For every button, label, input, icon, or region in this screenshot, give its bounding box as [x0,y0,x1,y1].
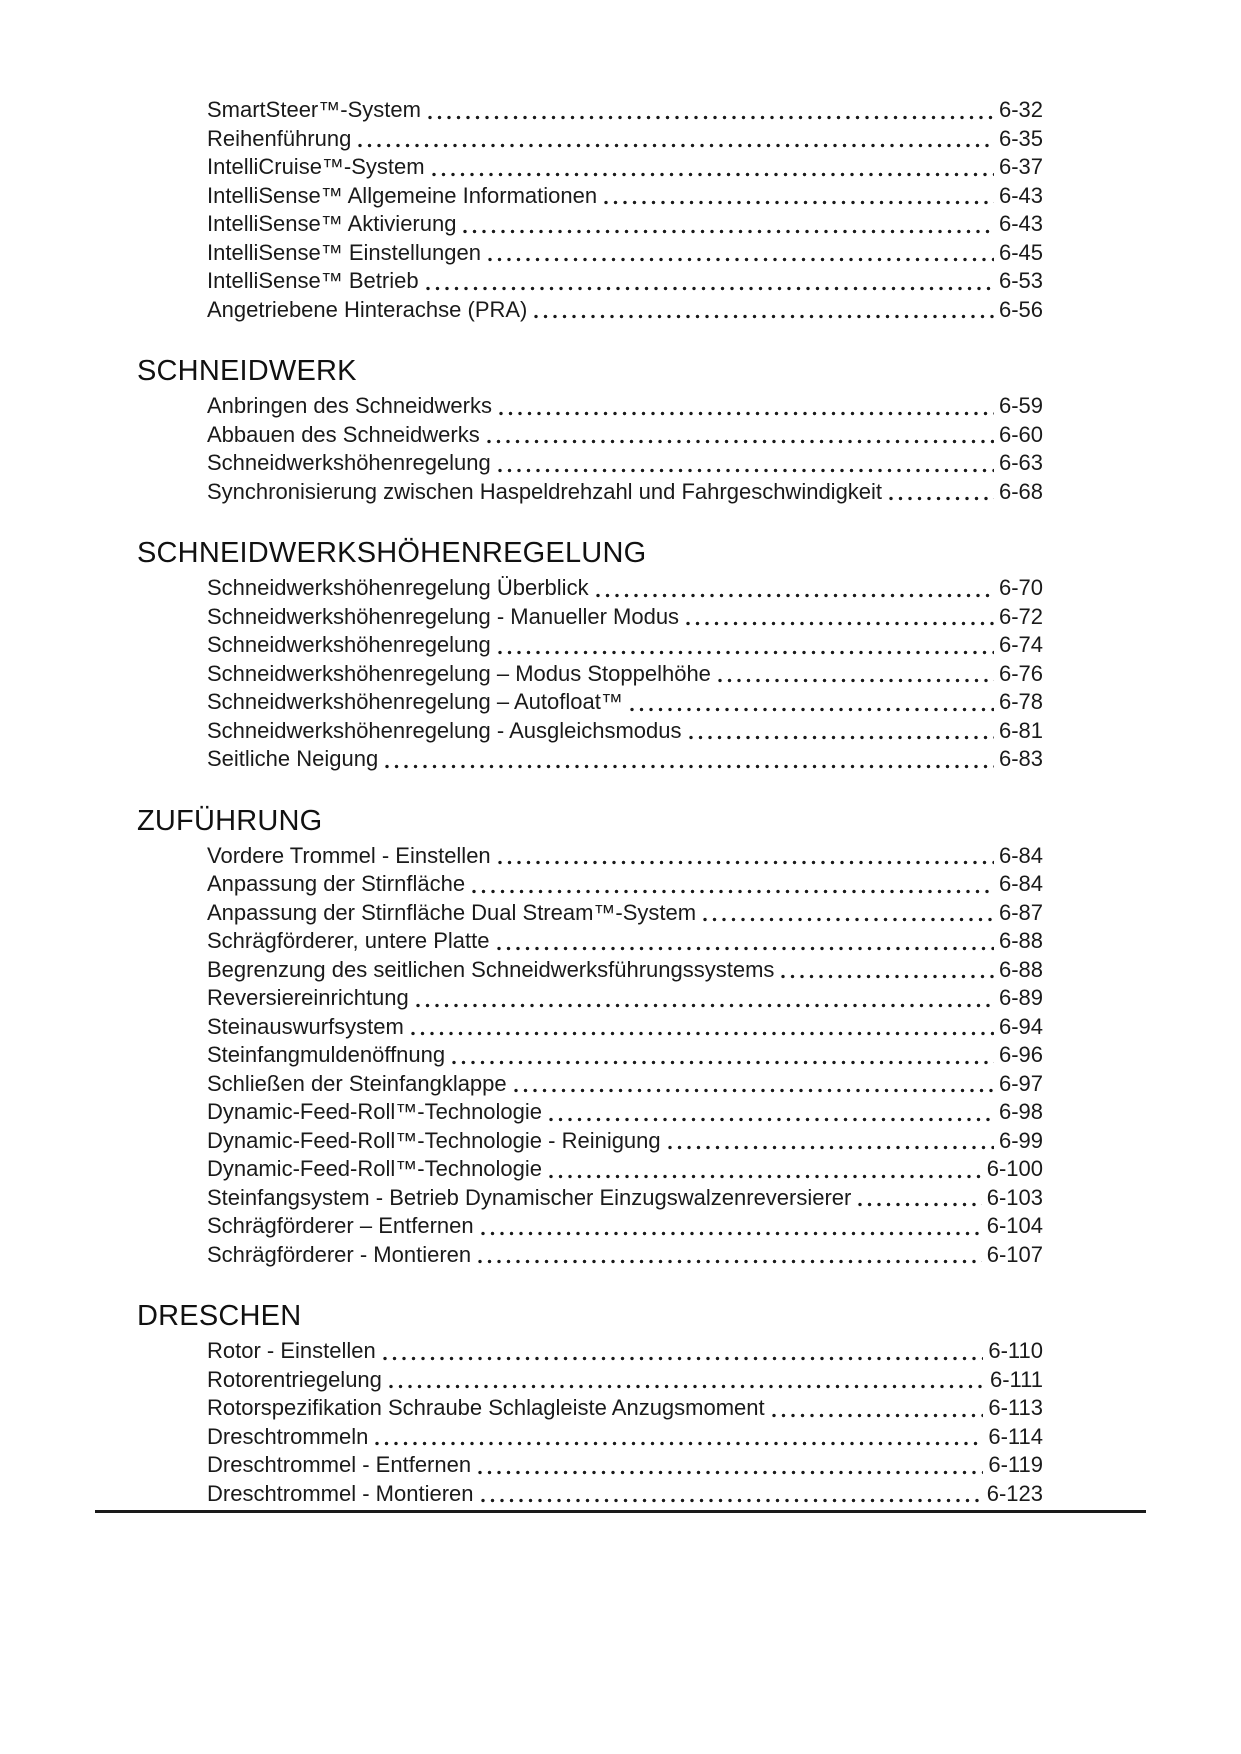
entry-page-number: 6-97 [998,1070,1043,1096]
dot-leader [858,1202,981,1207]
toc-section [137,804,1043,1270]
toc [137,96,1043,1508]
dot-leader [498,468,994,473]
toc-entry[interactable] [207,1041,1043,1070]
dot-leader [499,411,994,416]
dot-leader [383,1356,984,1361]
entry-page-number: 6-76 [998,660,1043,686]
dot-leader [481,1498,982,1503]
entry-title: Dreschtrommel - Montieren [207,1480,474,1506]
entry-title: IntelliCruise™-System [207,154,425,179]
dot-leader [487,439,994,444]
dot-leader [604,200,994,205]
entry-title: Angetriebene Hinterachse (PRA) [207,296,528,322]
entry-page-number: 6-99 [998,1127,1043,1153]
toc-entry[interactable] [207,631,1043,660]
entry-page-number: 6-88 [998,928,1043,953]
toc-entry[interactable] [207,153,1043,182]
entry-page-number: 6-68 [998,478,1043,504]
entry-title: Schneidwerkshöhenregelung - Manueller Modus [207,603,680,629]
entry-title: Schneidwerkshöhenregelung [207,450,491,475]
entry-title: Steinfangsystem - Betrieb Dynamischer Einzugswalzenreversierer [207,1184,852,1210]
entry-title: Schrägförderer, untere Platte [207,928,490,953]
entry-title: Dynamic-Feed-Roll™-Technologie - Reinigung [207,1127,661,1153]
toc-entry[interactable] [207,1070,1043,1099]
toc-entry[interactable] [207,660,1043,689]
toc-entry[interactable] [207,870,1043,899]
toc-entry[interactable] [207,1098,1043,1127]
dot-leader [596,593,994,598]
toc-entry[interactable] [207,1451,1043,1480]
entry-page-number: 6-87 [998,899,1043,925]
toc-section [137,1299,1043,1508]
entry-page-number: 6-89 [998,985,1043,1010]
entry-page-number: 6-60 [998,421,1043,447]
entry-title: IntelliSense™ Aktivierung [207,211,457,236]
section-heading: DRESCHEN [137,1300,302,1332]
entry-list [207,574,1043,774]
dot-leader [478,1470,983,1475]
dot-leader [426,286,994,291]
entry-page-number: 6-84 [998,842,1043,868]
toc-entry[interactable] [207,984,1043,1013]
entry-title: Anpassung der Stirnfläche [207,871,466,896]
dot-leader [358,143,994,148]
dot-leader [472,889,994,894]
entry-page-number: 6-32 [998,97,1043,122]
section-heading: SCHNEIDWERKSHÖHENREGELUNG [137,537,647,569]
entry-page-number: 6-104 [986,1213,1043,1238]
toc-entry[interactable] [207,745,1043,774]
entry-page-number: 6-53 [998,268,1043,293]
entry-list [207,392,1043,506]
entry-title: Schrägförderer - Montieren [207,1241,472,1267]
entry-page-number: 6-70 [998,575,1043,600]
dot-leader [889,496,994,501]
dot-leader [452,1060,994,1065]
toc-entry[interactable] [207,125,1043,154]
dot-leader [416,1003,994,1008]
toc-entry[interactable] [207,296,1043,325]
toc-entry[interactable] [207,899,1043,928]
toc-entry[interactable] [207,603,1043,632]
section-heading: SCHNEIDWERK [137,355,357,387]
toc-entry[interactable] [207,210,1043,239]
entry-title: Vordere Trommel - Einstellen [207,842,491,868]
entry-title: Schrägförderer – Entfernen [207,1213,474,1238]
dot-leader [781,974,994,979]
toc-entry[interactable] [207,927,1043,956]
dot-leader [488,257,994,262]
entry-page-number: 6-123 [986,1480,1043,1506]
entry-page-number: 6-94 [998,1013,1043,1039]
entry-title: Schneidwerkshöhenregelung - Ausgleichsmodus [207,717,682,743]
dot-leader [703,917,994,922]
entry-title: Anpassung der Stirnfläche Dual Stream™-System [207,899,697,925]
entry-title: Seitliche Neigung [207,746,379,771]
entry-page-number: 6-110 [988,1338,1043,1363]
toc-entry[interactable] [207,1366,1043,1395]
entry-list [207,1337,1043,1508]
dot-leader [385,764,994,769]
dot-leader [686,621,994,626]
dot-leader [498,650,994,655]
entry-title: SmartSteer™-System [207,97,421,122]
dot-leader [630,707,994,712]
entry-page-number: 6-111 [989,1366,1043,1392]
entry-page-number: 6-56 [998,296,1043,322]
entry-page-number: 6-88 [998,956,1043,982]
entry-page-number: 6-72 [998,603,1043,629]
toc-entry[interactable] [207,267,1043,296]
dot-leader [549,1174,982,1179]
dot-leader [481,1231,982,1236]
dot-leader [772,1413,984,1418]
entry-page-number: 6-119 [988,1452,1043,1477]
footer-rule [95,1510,1146,1513]
entry-title: Rotorentriegelung [207,1366,382,1392]
toc-entry[interactable] [207,421,1043,450]
entry-page-number: 6-81 [998,717,1043,743]
entry-title: Schließen der Steinfangklappe [207,1070,507,1096]
toc-entry[interactable] [207,1127,1043,1156]
entry-title: Dreschtrommeln [207,1423,369,1449]
entry-title: Begrenzung des seitlichen Schneidwerksführungssystems [207,956,775,982]
dot-leader [428,115,994,120]
toc-entry[interactable] [207,1394,1043,1423]
toc-section [137,96,1043,324]
entry-title: IntelliSense™ Einstellungen [207,239,481,265]
entry-page-number: 6-103 [986,1184,1043,1210]
entry-page-number: 6-45 [998,239,1043,265]
entry-title: Reihenführung [207,125,352,151]
entry-title: IntelliSense™ Allgemeine Informationen [207,182,598,208]
entry-title: Synchronisierung zwischen Haspeldrehzahl und Fahrgeschwindigkeit [207,478,883,504]
entry-page-number: 6-78 [998,689,1043,714]
toc-entry[interactable] [207,1184,1043,1213]
toc-entry[interactable] [207,1155,1043,1184]
entry-list [207,842,1043,1270]
entry-title: Reversiereinrichtung [207,985,409,1010]
entry-page-number: 6-63 [998,450,1043,475]
dot-leader [497,946,994,951]
entry-list [207,96,1043,324]
entry-title: Schneidwerkshöhenregelung – Modus Stoppelhöhe [207,660,711,686]
entry-page-number: 6-37 [998,154,1043,179]
entry-page-number: 6-84 [998,871,1043,896]
toc-entry[interactable] [207,1480,1043,1509]
toc-entry[interactable] [207,1337,1043,1366]
dot-leader [389,1384,985,1389]
entry-title: Abbauen des Schneidwerks [207,421,480,447]
toc-entry[interactable] [207,478,1043,507]
dot-leader [498,860,994,865]
toc-entry[interactable] [207,717,1043,746]
entry-title: Steinauswurfsystem [207,1013,404,1039]
entry-title: IntelliSense™ Betrieb [207,268,419,293]
entry-title: Steinfangmuldenöffnung [207,1042,446,1067]
dot-leader [432,172,994,177]
entry-title: Schneidwerkshöhenregelung – Autofloat™ [207,689,623,714]
dot-leader [411,1031,994,1036]
entry-page-number: 6-74 [998,632,1043,657]
entry-page-number: 6-98 [998,1099,1043,1124]
toc-entry[interactable] [207,392,1043,421]
dot-leader [534,314,994,319]
toc-entry[interactable] [207,688,1043,717]
dot-leader [375,1441,983,1446]
section-heading: ZUFÜHRUNG [137,804,323,837]
entry-page-number: 6-113 [988,1395,1043,1420]
dot-leader [478,1259,982,1264]
entry-title: Schneidwerkshöhenregelung [207,632,491,657]
entry-page-number: 6-83 [998,746,1043,771]
toc-entry[interactable] [207,182,1043,211]
toc-entry[interactable] [207,574,1043,603]
entry-page-number: 6-43 [998,211,1043,236]
entry-page-number: 6-43 [998,182,1043,208]
entry-page-number: 6-107 [986,1241,1043,1267]
toc-section [137,536,1043,774]
dot-leader [689,735,994,740]
entry-title: Schneidwerkshöhenregelung Überblick [207,575,589,600]
entry-page-number: 6-114 [988,1423,1043,1449]
toc-entry[interactable] [207,449,1043,478]
toc-entry[interactable] [207,842,1043,871]
toc-entry[interactable] [207,239,1043,268]
entry-title: Rotorspezifikation Schraube Schlagleiste Anzugsmoment [207,1395,765,1420]
toc-entry[interactable] [207,1241,1043,1270]
dot-leader [463,229,993,234]
entry-page-number: 6-100 [986,1156,1043,1181]
toc-entry[interactable] [207,1423,1043,1452]
entry-page-number: 6-59 [998,393,1043,418]
entry-title: Dreschtrommel - Entfernen [207,1452,472,1477]
toc-entry[interactable] [207,956,1043,985]
entry-title: Rotor - Einstellen [207,1338,376,1363]
dot-leader [549,1117,994,1122]
entry-page-number: 6-35 [998,125,1043,151]
toc-entry[interactable] [207,1212,1043,1241]
dot-leader [514,1088,994,1093]
toc-section [137,354,1043,506]
entry-page-number: 6-96 [998,1042,1043,1067]
dot-leader [668,1145,994,1150]
entry-title: Dynamic-Feed-Roll™-Technologie [207,1099,543,1124]
dot-leader [718,678,994,683]
entry-title: Anbringen des Schneidwerks [207,393,492,418]
toc-entry[interactable] [207,96,1043,125]
toc-entry[interactable] [207,1013,1043,1042]
entry-title: Dynamic-Feed-Roll™-Technologie [207,1156,543,1181]
